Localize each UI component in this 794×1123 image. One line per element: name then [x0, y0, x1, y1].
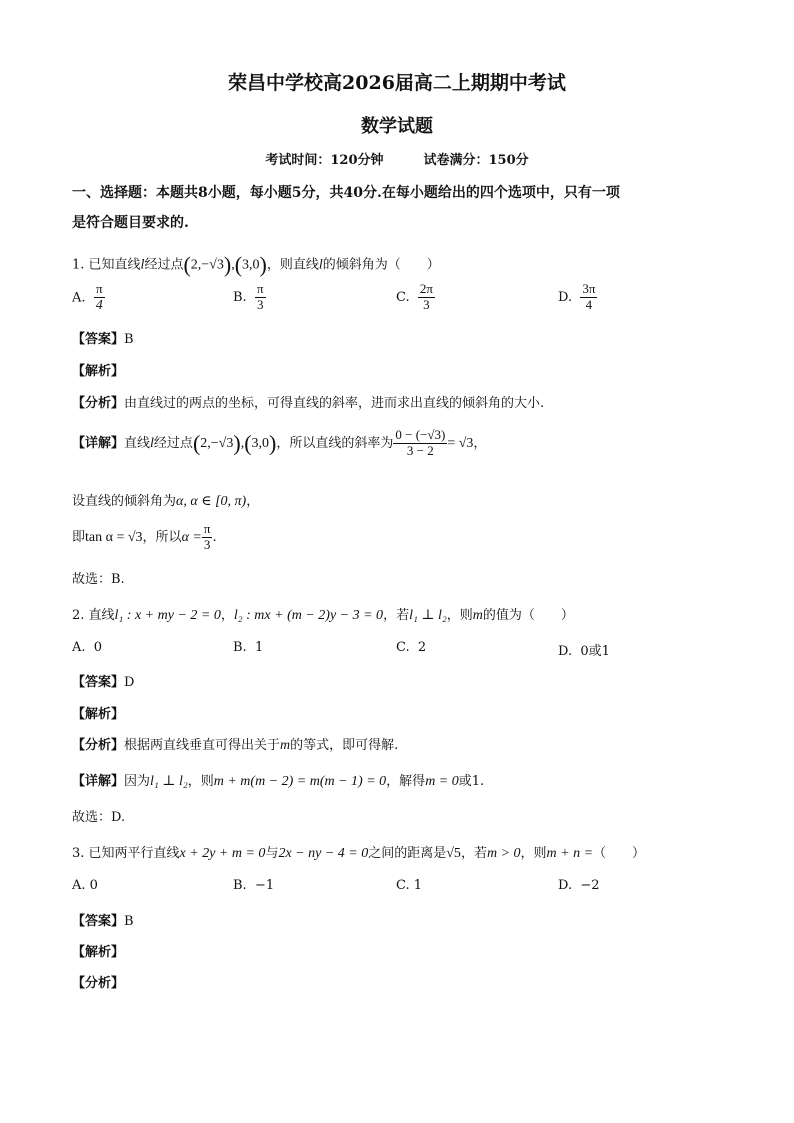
q1-point-a: 2,−√3: [190, 257, 224, 273]
q3-fenxi-label: 【分析】: [72, 976, 125, 991]
q1-option-b: B. $\frac{\pi}{3}$: [233, 281, 264, 312]
section-heading-line2: 是符合题目要求的.: [72, 215, 189, 231]
q1-slope-num: 0 − (−√3): [395, 427, 446, 442]
time-info: 考试时间：120分钟: [265, 153, 384, 168]
q3-option-b: B. −1: [233, 878, 275, 893]
q2-answer: 【答案】D: [72, 675, 135, 690]
q1-slope-den: 3 − 2: [406, 442, 434, 458]
q1-choose: 故选：B.: [72, 572, 125, 587]
q1-option-d: D. $\frac{3\pi}{4}$: [558, 281, 596, 312]
q1-fenxi: 【分析】由直线过的两点的坐标，可得直线的斜率，进而求出直线的倾斜角的大小.: [72, 396, 545, 411]
q1-angle-set: 设直线的倾斜角为α, α ∈ [0, π)，: [72, 494, 260, 509]
q2-option-c: C. 2: [396, 640, 427, 655]
q2-option-a: A. 0: [72, 640, 103, 655]
section-heading-line1: 一、选择题：本题共8小题，每小题5分，共40分.在每小题给出的四个选项中，只有一项: [72, 185, 620, 201]
q2-option-d: D. 0或1: [558, 644, 610, 659]
q1-detail: 【详解】直线l经过点(2,−√3),(3,0)，所以直线的斜率为 $\frac{0 - (-√3)}{3 - 2}$ = √3，: [72, 427, 487, 458]
q2-choose: 故选：D.: [72, 810, 126, 825]
q2-analysis-label: 【解析】: [72, 707, 125, 722]
q1-option-a: A. $\frac{\pi}{4}$: [72, 281, 103, 313]
q1-stem: 1. 已知直线l经过点(2,−√3),(3,0)，则直线l的倾斜角为（ ）: [72, 252, 440, 277]
q3-option-c: C. 1: [396, 878, 423, 893]
exam-meta: [0, 149, 794, 168]
q1-point-b: 3,0: [242, 257, 260, 273]
exam-subject: 数学试题: [361, 116, 433, 137]
q2-detail: 【详解】因为l₁ ⊥ l₂，则m + m(m − 2) = m(m − 1) = 0，解得m = 0或1.: [72, 774, 485, 789]
q3-option-d: D. −2: [558, 878, 600, 893]
score-info: 试卷满分：150分: [423, 153, 529, 168]
q3-option-a: A. 0: [72, 878, 98, 893]
q2-stem: 2. 直线l₁ : x + my − 2 = 0，l₂ : mx + (m − 2)y − 3 = 0，若l₁ ⊥ l₂，则m的值为（ ）: [72, 608, 574, 623]
q1-analysis-label: 【解析】: [72, 364, 125, 379]
q3-analysis-label: 【解析】: [72, 945, 125, 960]
q3-answer: 【答案】B: [72, 914, 134, 929]
q1-answer: 【答案】B: [72, 332, 134, 347]
q2-option-b: B. 1: [233, 640, 264, 655]
exam-title: 荣昌中学校高2026届高二上期期中考试: [228, 72, 566, 94]
q2-fenxi: 【分析】根据两直线垂直可得出关于m的等式，即可得解.: [72, 738, 399, 753]
q3-stem: 3. 已知两平行直线x + 2y + m = 0与2x − ny − 4 = 0之间的距离是√5，若m > 0，则m + n =（ ）: [72, 846, 646, 861]
q1-option-c: C. $\frac{2\pi}{3}$: [396, 281, 433, 312]
q1-tan: 即tan α = √3，所以α = $\frac{\pi}{3}$ .: [72, 521, 217, 552]
